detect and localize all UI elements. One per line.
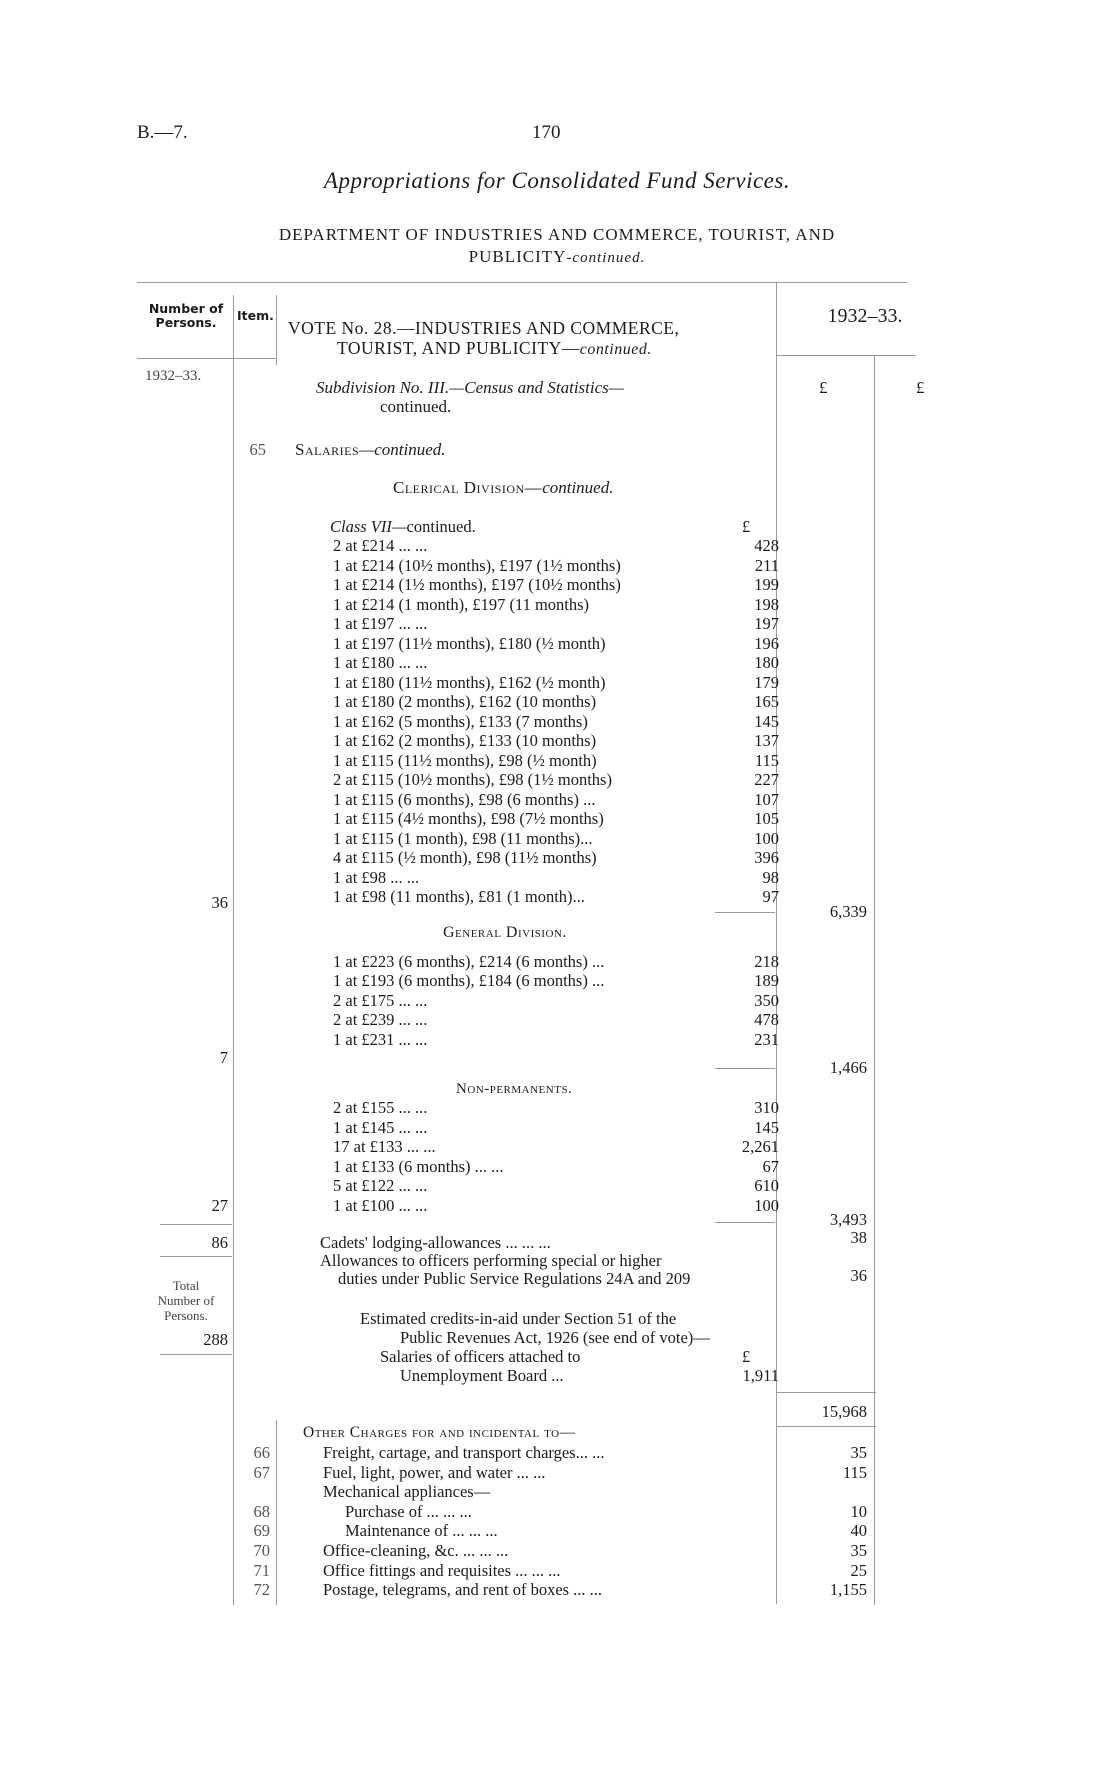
- page-title: Appropriations for Consolidated Fund Services.: [323, 168, 791, 193]
- class-vii-amount: 396: [754, 848, 779, 867]
- total-persons-label-line1: Total: [172, 1278, 200, 1293]
- nonperm-row: [0, 1118, 1114, 1138]
- non-permanents-heading: Non-permanents.: [456, 1081, 573, 1097]
- cadets-total: 38: [850, 1228, 867, 1247]
- class-vii-amount: 196: [754, 633, 779, 653]
- general-row: [0, 991, 1114, 1011]
- nonperm-row: [0, 1157, 1114, 1177]
- other-row: [0, 1443, 1114, 1463]
- persons-item-divider: [233, 295, 234, 1605]
- class-vii-row: [0, 790, 1114, 810]
- class-vii-description: 1 at £180 (2 months), £162 (10 months): [333, 692, 597, 711]
- nonperm-amount: 145: [754, 1117, 779, 1137]
- class-vii-amount: 199: [754, 575, 779, 594]
- class-vii-row: [0, 634, 1114, 654]
- other-item-number: 69: [253, 1521, 270, 1541]
- salaries-heading: [295, 440, 446, 460]
- class-vii-row: [0, 712, 1114, 732]
- clerical-division-label: Clerical Division—: [393, 478, 543, 497]
- pound-column-1: £: [819, 378, 828, 397]
- allowances-total: 36: [850, 1266, 867, 1285]
- credits-pound: £: [742, 1347, 751, 1366]
- general-description: 1 at £223 (6 months), £214 (6 months) ...: [333, 952, 605, 971]
- class-vii-description: 1 at £115 (4½ months), £98 (7½ months): [333, 809, 604, 828]
- class-vii-description: 1 at £162 (5 months), £133 (7 months): [333, 711, 588, 731]
- other-amount: 10: [850, 1501, 867, 1521]
- general-row: [0, 1030, 1114, 1050]
- nonperm-amount: 100: [754, 1196, 779, 1215]
- pound-column-2: £: [916, 378, 925, 397]
- nonperm-amount: 610: [754, 1176, 779, 1196]
- class-vii-description: 1 at £197 (11½ months), £180 (½ month): [333, 633, 606, 653]
- other-item-number: 70: [253, 1541, 270, 1560]
- class-vii-row: [0, 653, 1114, 673]
- general-description: 2 at £175 ... ...: [333, 990, 428, 1010]
- nonperm-description: 1 at £100 ... ...: [333, 1196, 428, 1215]
- persons-subtotal-rule: [160, 1224, 232, 1225]
- general-amount: 350: [754, 990, 779, 1010]
- class-vii-amount: 107: [754, 789, 779, 809]
- class-vii-amount: 227: [754, 770, 779, 789]
- vote-heading-line2: [337, 338, 652, 359]
- nonperm-amount: 67: [762, 1156, 779, 1176]
- salaries-total-rule-top: [776, 1392, 876, 1393]
- other-row: [0, 1502, 1114, 1522]
- item-65: 65: [249, 440, 266, 459]
- salaries-continued: —continued.: [359, 440, 446, 459]
- class-vii-amount: 145: [754, 711, 779, 731]
- class-vii-row: [0, 536, 1114, 556]
- vote-heading-line2-text: TOURIST, AND PUBLICITY—: [337, 338, 580, 358]
- class-vii-description: 1 at £98 (11 months), £81 (1 month)...: [333, 887, 585, 906]
- class-vii-row: [0, 751, 1114, 771]
- nonperm-amount: 2,261: [741, 1137, 779, 1157]
- header-rule-left: [137, 358, 277, 359]
- class-vii-description: 2 at £115 (10½ months), £98 (1½ months): [333, 770, 612, 789]
- class-vii-row: [0, 673, 1114, 693]
- general-row: [0, 952, 1114, 972]
- class-vii-row: [0, 868, 1114, 888]
- class-vii-row: [0, 809, 1114, 829]
- nonperm-persons-count: 27: [211, 1196, 228, 1215]
- general-amount: 189: [754, 971, 779, 991]
- class-vii-pound: £: [742, 517, 751, 536]
- class-vii-heading: [330, 517, 476, 537]
- class-vii-amount: 428: [754, 536, 779, 555]
- allowances-line1: Allowances to officers performing special or higher: [320, 1251, 662, 1270]
- total-persons-bottom-rule: [160, 1354, 232, 1355]
- nonperm-row: [0, 1176, 1114, 1196]
- class-vii-description: 1 at £115 (11½ months), £98 (½ month): [333, 750, 597, 770]
- general-total: 1,466: [829, 1058, 867, 1077]
- clerical-total: 6,339: [829, 902, 867, 921]
- class-vii-description: 1 at £214 (1½ months), £197 (10½ months): [333, 575, 621, 594]
- class-vii-amount: 98: [762, 867, 779, 887]
- nonperm-description: 2 at £155 ... ...: [333, 1098, 428, 1117]
- item-desc-divider-top: [276, 295, 277, 365]
- vote-heading-continued: continued.: [579, 341, 652, 358]
- class-vii-row: [0, 731, 1114, 751]
- nonperm-row: [0, 1098, 1114, 1118]
- salaries-total-rule-bottom: [776, 1426, 876, 1427]
- total-persons-label: [140, 1278, 232, 1323]
- nonperm-amount: 310: [754, 1098, 779, 1117]
- general-description: 1 at £193 (6 months), £184 (6 months) ...: [333, 971, 605, 991]
- other-amount: 1,155: [829, 1580, 867, 1600]
- page-number: 170: [532, 122, 561, 143]
- cadets-lodging-allowances: Cadets' lodging-allowances ... ... ...: [320, 1233, 551, 1252]
- other-amount: 35: [850, 1541, 867, 1560]
- nonperm-total: 3,493: [829, 1210, 867, 1229]
- other-item-number: 66: [253, 1443, 270, 1462]
- subdivision-heading-line1: Subdivision No. III.—Census and Statistics—: [316, 378, 624, 397]
- general-description: 2 at £239 ... ...: [333, 1010, 428, 1030]
- total-persons-label-line3: Persons.: [164, 1308, 208, 1323]
- salaries-label: Salaries: [295, 440, 360, 459]
- general-amount: 218: [754, 952, 779, 971]
- other-row: [0, 1463, 1114, 1483]
- clerical-persons-count: 36: [211, 893, 228, 912]
- class-vii-label: Class VII—: [330, 517, 407, 536]
- other-item-number: 72: [253, 1580, 270, 1600]
- class-vii-description: 1 at £180 (11½ months), £162 (½ month): [333, 672, 606, 692]
- class-vii-row: [0, 575, 1114, 595]
- item-header: Item.: [237, 308, 274, 323]
- class-vii-amount: 97: [762, 887, 779, 906]
- class-vii-row: [0, 829, 1114, 849]
- class-vii-row: [0, 848, 1114, 868]
- class-vii-row: [0, 692, 1114, 712]
- class-vii-amount: 115: [754, 750, 779, 770]
- other-charges-heading: Other Charges for and incidental to—: [303, 1424, 576, 1441]
- other-row: [0, 1482, 1114, 1502]
- class-vii-description: 2 at £214 ... ...: [333, 536, 428, 555]
- general-amount: 478: [754, 1010, 779, 1030]
- department-heading-line1: DEPARTMENT OF INDUSTRIES AND COMMERCE, TOURIST, AND: [278, 225, 836, 244]
- other-row: [0, 1521, 1114, 1541]
- general-row: [0, 1010, 1114, 1030]
- other-item-number: 68: [253, 1501, 270, 1521]
- other-description: Purchase of ... ... ...: [345, 1501, 472, 1521]
- other-amount: 115: [842, 1462, 867, 1482]
- class-vii-description: 1 at £214 (1 month), £197 (11 months): [333, 594, 590, 614]
- general-amount: 231: [754, 1029, 779, 1049]
- general-persons-count: 7: [219, 1048, 228, 1067]
- other-item-number: 67: [253, 1462, 270, 1482]
- general-division-heading: General Division.: [443, 924, 567, 941]
- class-vii-amount: 100: [754, 828, 779, 848]
- class-vii-description: 1 at £98 ... ...: [333, 867, 420, 887]
- number-of-persons-header: Number of Persons.: [148, 301, 224, 330]
- general-description: 1 at £231 ... ...: [333, 1029, 428, 1049]
- other-description: Mechanical appliances—: [323, 1482, 491, 1502]
- year-header: 1932–33.: [827, 305, 903, 327]
- department-name-end: PUBLICITY: [468, 247, 567, 266]
- nonperm-subtotal-rule: [715, 1222, 775, 1223]
- clerical-division-continued: continued.: [542, 478, 614, 497]
- nonperm-description: 1 at £145 ... ...: [333, 1117, 428, 1137]
- nonperm-row: [0, 1137, 1114, 1157]
- clerical-subtotal-rule: [715, 912, 775, 913]
- other-description: Freight, cartage, and transport charges... ...: [323, 1443, 605, 1462]
- nonperm-description: 17 at £133 ... ...: [333, 1137, 436, 1157]
- other-description: Office-cleaning, &c. ... ... ...: [323, 1541, 509, 1560]
- year-left-label: 1932–33.: [145, 368, 202, 384]
- total-persons-label-line2: Number of: [157, 1293, 215, 1308]
- class-vii-amount: 165: [754, 692, 779, 711]
- total-persons-rule: [160, 1256, 232, 1257]
- nonperm-description: 5 at £122 ... ...: [333, 1176, 428, 1196]
- class-vii-amount: 197: [754, 614, 779, 633]
- subdivision-heading-line2: continued.: [380, 397, 452, 416]
- class-vii-description: 1 at £162 (2 months), £133 (10 months): [333, 731, 597, 750]
- class-vii-continued: continued.: [406, 517, 476, 536]
- other-row: [0, 1541, 1114, 1561]
- credits-line1: Estimated credits-in-aid under Section 51 of the: [360, 1309, 677, 1328]
- class-vii-amount: 179: [754, 672, 779, 692]
- page-reference: B.—7.: [137, 122, 188, 143]
- department-heading-line2: [0, 247, 1114, 267]
- general-subtotal-rule: [715, 1068, 775, 1069]
- credits-line4: Unemployment Board ...: [400, 1366, 564, 1385]
- class-vii-description: 1 at £115 (6 months), £98 (6 months) ...: [333, 789, 596, 809]
- class-vii-description: 4 at £115 (½ month), £98 (11½ months): [333, 848, 597, 867]
- desc-total-divider: [776, 282, 777, 1604]
- class-vii-description: 1 at £214 (10½ months), £197 (1½ months): [333, 555, 621, 575]
- total-persons-value: 288: [203, 1330, 228, 1349]
- class-vii-row: [0, 614, 1114, 634]
- class-vii-amount: 198: [754, 594, 779, 614]
- other-amount: 25: [850, 1560, 867, 1580]
- general-row: [0, 971, 1114, 991]
- class-vii-row: [0, 556, 1114, 576]
- other-description: Maintenance of ... ... ...: [345, 1521, 498, 1541]
- other-amount: 35: [850, 1443, 867, 1462]
- allowances-line2: duties under Public Service Regulations 24A and 209: [338, 1269, 691, 1288]
- clerical-division-heading: [393, 478, 613, 498]
- nonperm-description: 1 at £133 (6 months) ... ...: [333, 1156, 504, 1176]
- class-vii-row: [0, 595, 1114, 615]
- persons-subtotal: 86: [211, 1233, 228, 1252]
- header-rule-right: [776, 355, 916, 356]
- other-item-number: 71: [253, 1560, 270, 1580]
- credits-line3: Salaries of officers attached to: [380, 1347, 581, 1366]
- department-continued: -continued.: [566, 250, 646, 266]
- other-description: Postage, telegrams, and rent of boxes ... ...: [323, 1580, 603, 1600]
- other-row: [0, 1561, 1114, 1581]
- class-vii-amount: 180: [754, 653, 779, 672]
- other-row: [0, 1580, 1114, 1600]
- other-amount: 40: [850, 1521, 867, 1541]
- salaries-grand-total: 15,968: [821, 1402, 867, 1421]
- credits-line2: Public Revenues Act, 1926 (see end of vote)—: [400, 1328, 710, 1347]
- class-vii-description: 1 at £197 ... ...: [333, 614, 428, 633]
- vote-heading-line1: VOTE No. 28.—INDUSTRIES AND COMMERCE,: [288, 318, 680, 338]
- top-rule: [137, 282, 907, 283]
- class-vii-amount: 105: [754, 809, 779, 828]
- class-vii-amount: 137: [754, 731, 779, 750]
- class-vii-description: 1 at £115 (1 month), £98 (11 months)...: [333, 828, 593, 848]
- other-description: Fuel, light, power, and water ... ...: [323, 1462, 546, 1482]
- class-vii-description: 1 at £180 ... ...: [333, 653, 428, 672]
- other-description: Office fittings and requisites ... ... ...: [323, 1560, 561, 1580]
- class-vii-row: [0, 770, 1114, 790]
- credits-amount: 1,911: [742, 1366, 779, 1385]
- class-vii-amount: 211: [754, 555, 779, 575]
